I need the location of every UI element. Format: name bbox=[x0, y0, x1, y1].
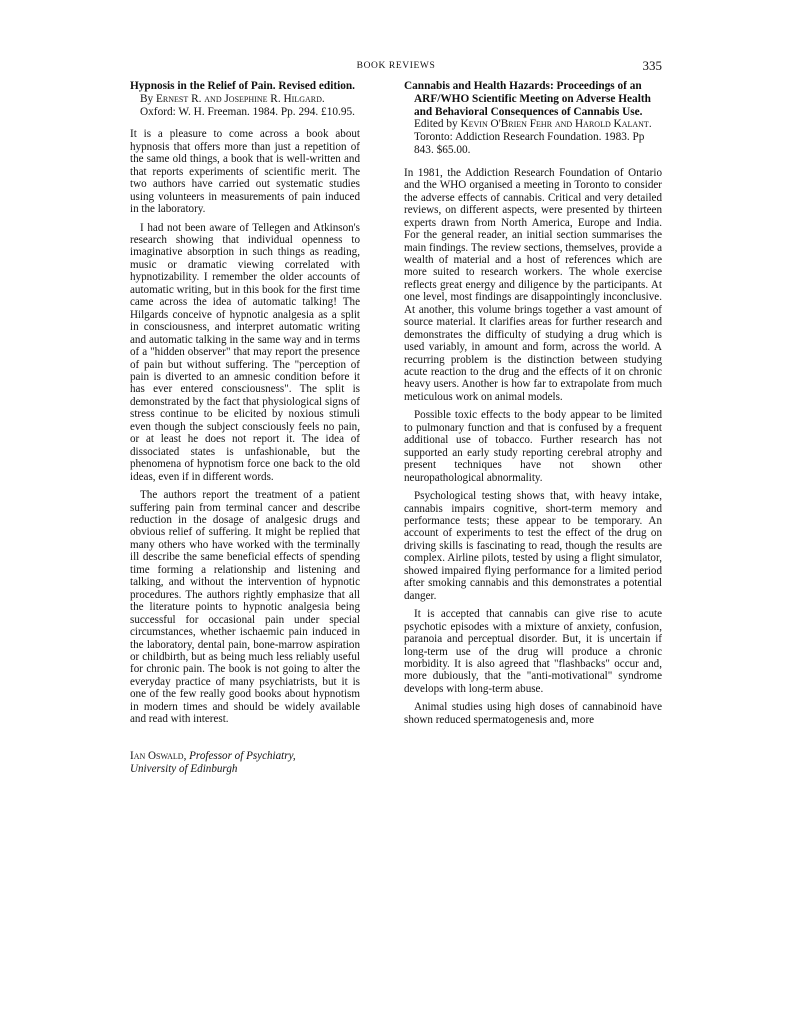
review-paragraph: Animal studies using high doses of cannabinoid have shown reduced spermatogenesis and, more bbox=[404, 701, 662, 726]
book-publication: Toronto: Addiction Research Foundation. 1983. Pp 843. $65.00. bbox=[414, 131, 645, 156]
review-paragraph: The authors report the treatment of a patient suffering pain from terminal cancer and describe reduction in the dosage of analgesic drugs and obvious relief of suffering. It might be replied that many others who have worked with the terminally ill describe the same beneficial effects of spending time forming a relationship and listening and talking, and without the intervention of hypnotic procedures. The authors rightly emphasize that all the literature points to hypnotic analgesia being successful for occasional pain under special circumstances, whether ischaemic pain induced in the laboratory, dental pain, bone-marrow aspiration or childbirth, but as being much less reliably useful for chronic pain. The book is not going to alter the everyday practice of many psychiatrists, but it is one of the few really good books about hypnotism in modern times and should be widely available and read with interest. bbox=[130, 489, 360, 726]
book-publication: Oxford: W. H. Freeman. 1984. Pp. 294. £10.95. bbox=[140, 105, 355, 118]
review-heading-hypnosis bbox=[130, 80, 360, 118]
review-paragraph: I had not been aware of Tellegen and Atkinson's research showing that individual openness to imaginative absorption in such things as reading, music or dramatic viewing correlated with hypnotizability. I remember the older accounts of automatic writing, but in this book for the first time came across the idea of automatic talking! The Hilgards conceive of hypnotic analgesia as a split in consciousness, and interpret automatic writing and automatic talking in the same way and in terms of a "hidden observer" that may report the presence of pain but without suffering. The "perception of pain is diverted to an amnesic condition before it has ever entered consciousness". The split is demonstrated by the fact that physiological signs of stress continue to be elicited by noxious stimuli even though the subject consciously feels no pain, or at least he does not report it. The idea of dissociated states is unfashionable, but the phenomena of hypnotism force one back to the old ideas, even if in different words. bbox=[130, 221, 360, 483]
reviewer-name: Ian Oswald, bbox=[130, 749, 187, 762]
by-label: By bbox=[140, 92, 154, 105]
book-title: Cannabis and Health Hazards: Proceedings of an ARF/WHO Scientific Meeting on Adverse Health and Behavioral Consequences of Cannabis Use. bbox=[404, 80, 651, 118]
review-paragraph: It is accepted that cannabis can give rise to acute psychotic episodes with a mixture of anxiety, confusion, paranoia and perceptual disorder. But, it is uncertain if long-term use of the drug will produce a chronic morbidity. It is also agreed that "flashbacks" occur and, more dubiously, that the "anti-motivational" syndrome develops with long-term abuse. bbox=[404, 608, 662, 695]
book-title: Hypnosis in the Relief of Pain. Revised edition. bbox=[130, 80, 356, 92]
review-paragraph: In 1981, the Addiction Research Foundation of Ontario and the WHO organised a meeting in Toronto to consider the adverse effects of cannabis. Critical and very detailed reviews, on different aspects, were presented by thirteen experts drawn from North America, Europe and India. For the general reader, an initial section summarises the main findings. The review sections, themselves, provide a wealth of material and a host of references which are more suited to research workers. The whole exercise reflects great energy and diligence by the participants. At one level, most findings are disappointingly inconclusive. At another, this volume brings together a vast amount of source material. It clarifies areas for further research and demonstrates the difficulty of studying a drug which is used variably, in amount and form, across the world. A recurring problem is the distinction between studying acute reaction to the drug and the effects of it on chronic heavy users. Another is how far to extrapolate from much meticulous work on animal models. bbox=[404, 166, 662, 403]
review-paragraph: Possible toxic effects to the body appear to be limited to pulmonary function and that is confused by a frequent additional use of tobacco. Further research has not supported an early study reporting cerebral atrophy and present techniques have not shown other neuropathological abnormality. bbox=[404, 409, 662, 484]
running-head: BOOK REVIEWS bbox=[356, 61, 436, 71]
reviewer-signature bbox=[130, 750, 360, 776]
page-header bbox=[130, 58, 662, 78]
edited-by-label: Edited by bbox=[414, 118, 458, 131]
book-authors: Ernest R. and Josephine R. Hilgard. bbox=[156, 92, 325, 105]
review-heading-cannabis bbox=[404, 80, 662, 157]
right-column bbox=[404, 80, 662, 732]
reviewer-title: Professor of Psychiatry, bbox=[189, 749, 296, 762]
review-paragraph: It is a pleasure to come across a book about hypnosis that offers more than just a repetition of the same old things, a book that is well-written and that reports experiments of scientific merit. The two authors have carried out systematic studies using volunteers in measurements of pain induced in the laboratory. bbox=[130, 128, 360, 216]
page-number: 335 bbox=[642, 58, 662, 73]
reviewer-affiliation: University of Edinburgh bbox=[130, 762, 238, 775]
review-paragraph: Psychological testing shows that, with heavy intake, cannabis impairs cognitive, short-term memory and performance tests; these appear to be temporary. An account of experiments to test the effect of the drug on driving skills is fascinating to read, though the results are complex. Airline pilots, tested by using a flight simulator, showed impaired flying performance for a limited period after smoking cannabis and this demonstrates a potential danger. bbox=[404, 490, 662, 602]
left-column bbox=[130, 80, 360, 776]
book-editors: Kevin O'Brien Fehr and Harold Kalant. bbox=[460, 118, 652, 131]
